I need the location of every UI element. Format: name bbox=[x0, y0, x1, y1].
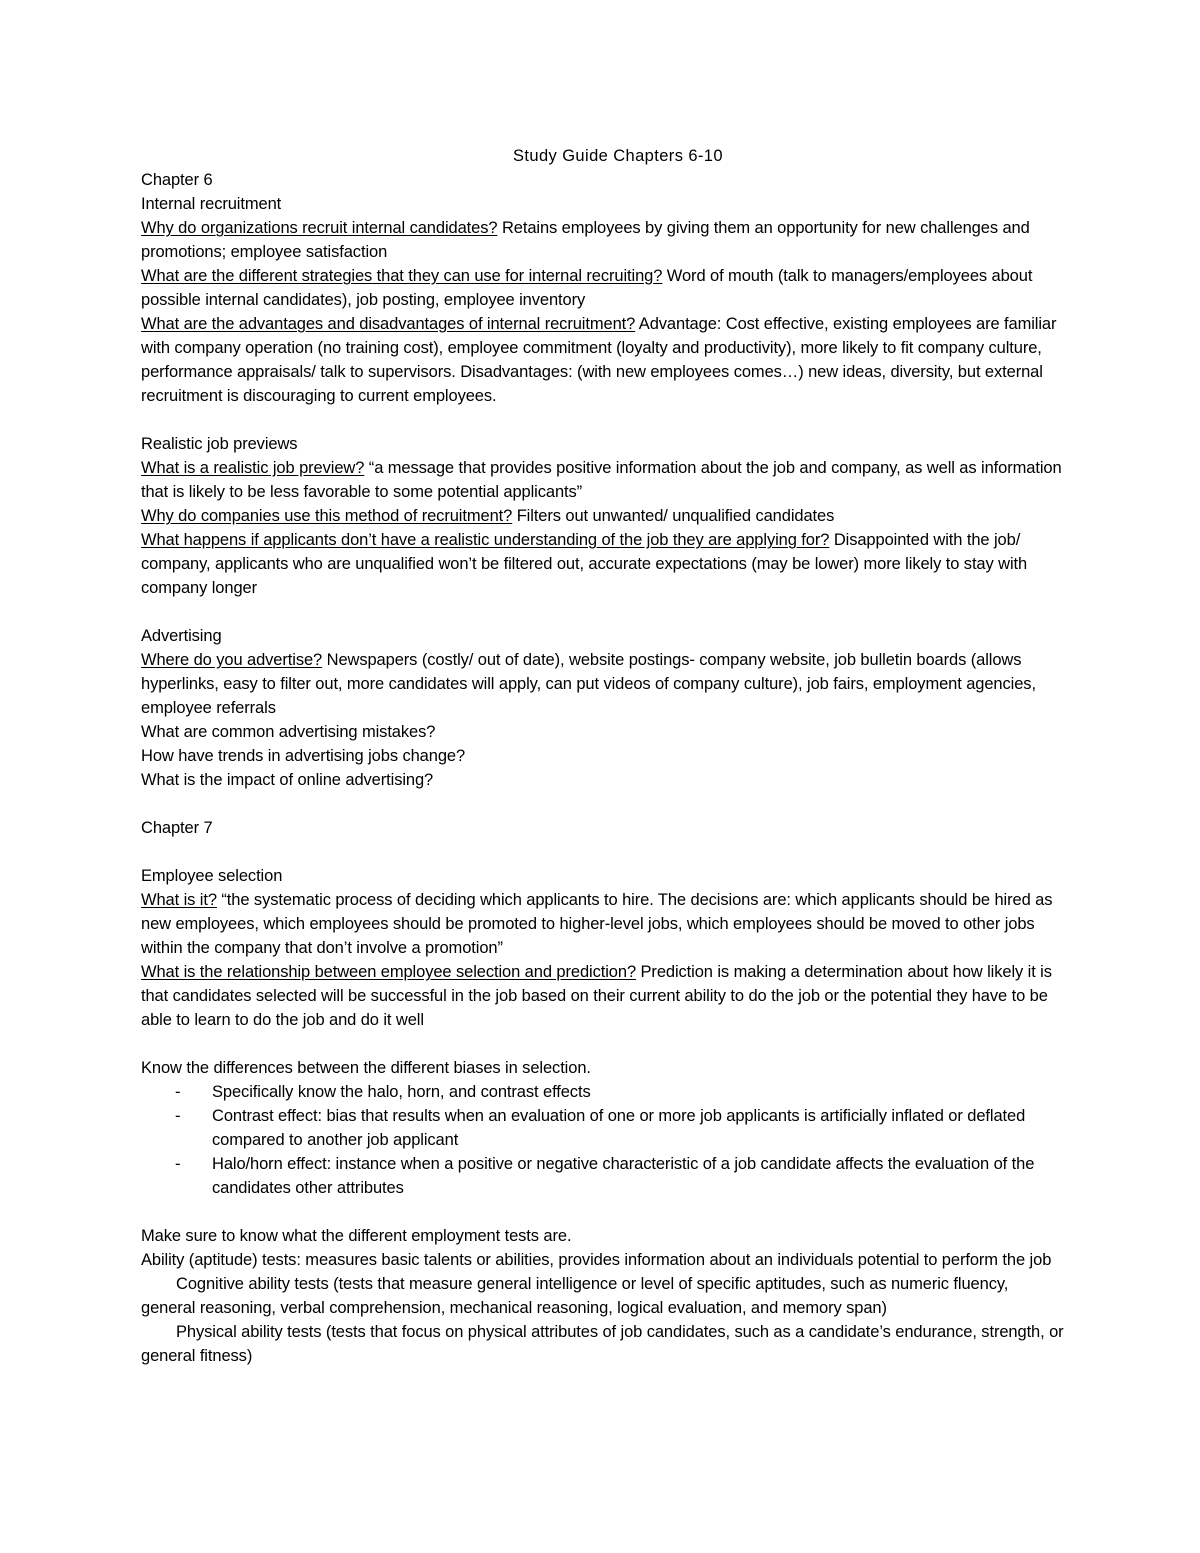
tests-heading: Make sure to know what the different employment tests are. bbox=[141, 1227, 572, 1245]
answer-text: Newspapers (costly/ out of date), website postings- company website, job bulletin boards (allows hyperlinks, easy to filter out, more candidates will apply, can put videos of company culture), job fairs, employment agencies, employee referrals bbox=[141, 651, 1036, 717]
answer-text: Advantage: Cost effective, existing employees are familiar with company operation (no training cost), employee commitment (loyalty and productivity), more likely to fit company culture, performance appraisals/ talk to supervisors. Disadvantages: (with new employees comes…) new ideas, diversity, but external recruitment is discouraging to current employees. bbox=[141, 315, 1057, 405]
ability-tests-text: Ability (aptitude) tests: measures basic talents or abilities, provides information about an individuals potential to perform the job bbox=[141, 1251, 1052, 1269]
physical-tests-text: Physical ability tests (tests that focus on physical attributes of job candidates, such as a candidate’s endurance, strength, or general fitness) bbox=[141, 1323, 1064, 1365]
rjp-q1 bbox=[141, 456, 1065, 504]
answer-text: Prediction is making a determination about how likely it is that candidates selected will be successful in the job based on their current ability to do the job or the potential they have to be able to learn to do the job and do it well bbox=[141, 963, 1052, 1029]
employee-selection-heading: Employee selection bbox=[141, 867, 283, 885]
question-text: What is it? bbox=[141, 891, 217, 909]
answer-text: Filters out unwanted/ unqualified candidates bbox=[512, 507, 835, 525]
list-item-text: Halo/horn effect: instance when a positive or negative characteristic of a job candidate affects the evaluation of the candidates other attributes bbox=[212, 1155, 1035, 1197]
dash-bullet: - bbox=[175, 1155, 181, 1173]
internal-recruitment-q3 bbox=[141, 312, 1065, 408]
list-item bbox=[141, 1104, 1065, 1152]
spacer bbox=[141, 408, 1065, 432]
internal-recruitment-heading: Internal recruitment bbox=[141, 195, 282, 213]
spacer bbox=[141, 600, 1065, 624]
question-text: What happens if applicants don’t have a realistic understanding of the job they are applying for? bbox=[141, 531, 830, 549]
list-item bbox=[141, 1152, 1065, 1200]
question-text: What is the relationship between employee selection and prediction? bbox=[141, 963, 637, 981]
question-text: Why do companies use this method of recruitment? bbox=[141, 507, 513, 525]
internal-recruitment-q1 bbox=[141, 216, 1065, 264]
answer-text: Retains employees by giving them an opportunity for new challenges and promotions; employee satisfaction bbox=[141, 219, 1030, 261]
document-title: Study Guide Chapters 6-10 bbox=[513, 147, 723, 165]
rjp-q2 bbox=[141, 504, 1065, 528]
biases-list bbox=[141, 1080, 1065, 1200]
rjp-q3 bbox=[141, 528, 1065, 600]
list-item bbox=[141, 1080, 1065, 1104]
spacer bbox=[141, 1200, 1065, 1224]
cognitive-tests-text: Cognitive ability tests (tests that measure general intelligence or level of specific aptitudes, such as numeric fluency, general reasoning, verbal comprehension, mechanical reasoning, logical evaluation, and memory span) bbox=[141, 1275, 1009, 1317]
realistic-job-previews-heading: Realistic job previews bbox=[141, 435, 298, 453]
answer-text: “a message that provides positive information about the job and company, as well as information that is likely to be less favorable to some potential applicants” bbox=[141, 459, 1062, 501]
dash-bullet: - bbox=[175, 1107, 181, 1125]
biases-heading: Know the differences between the different biases in selection. bbox=[141, 1059, 591, 1077]
question-text: What are the different strategies that they can use for internal recruiting? bbox=[141, 267, 663, 285]
advertising-q2: What are common advertising mistakes? bbox=[141, 723, 436, 741]
question-text: What are the advantages and disadvantages of internal recruitment? bbox=[141, 315, 636, 333]
dash-bullet: - bbox=[175, 1083, 181, 1101]
question-text: What is a realistic job preview? bbox=[141, 459, 365, 477]
advertising-q1 bbox=[141, 648, 1065, 720]
chapter-7-heading: Chapter 7 bbox=[141, 819, 213, 837]
advertising-heading: Advertising bbox=[141, 627, 222, 645]
question-text: Where do you advertise? bbox=[141, 651, 323, 669]
internal-recruitment-q2 bbox=[141, 264, 1065, 312]
spacer bbox=[141, 792, 1065, 816]
selection-q1 bbox=[141, 888, 1065, 960]
list-item-text: Contrast effect: bias that results when an evaluation of one or more job applicants is artificially inflated or deflated compared to another job applicant bbox=[212, 1107, 1026, 1149]
chapter-6-heading: Chapter 6 bbox=[141, 171, 213, 189]
spacer bbox=[141, 840, 1065, 864]
document-body bbox=[141, 144, 1065, 1368]
advertising-q3: How have trends in advertising jobs change? bbox=[141, 747, 466, 765]
list-item-text: Specifically know the halo, horn, and contrast effects bbox=[212, 1083, 591, 1101]
answer-text: Word of mouth (talk to managers/employees about possible internal candidates), job posting, employee inventory bbox=[141, 267, 1033, 309]
question-text: Why do organizations recruit internal candidates? bbox=[141, 219, 498, 237]
answer-text: Disappointed with the job/ company, applicants who are unqualified won’t be filtered out, accurate expectations (may be lower) more likely to stay with company longer bbox=[141, 531, 1028, 597]
advertising-q4: What is the impact of online advertising? bbox=[141, 771, 434, 789]
spacer bbox=[141, 1032, 1065, 1056]
selection-q2 bbox=[141, 960, 1065, 1032]
answer-text: “the systematic process of deciding which applicants to hire. The decisions are: which applicants should be hired as new employees, which employees should be promoted to higher-level jobs, which employees should be moved to other jobs within the company that don’t involve a promotion” bbox=[141, 891, 1053, 957]
